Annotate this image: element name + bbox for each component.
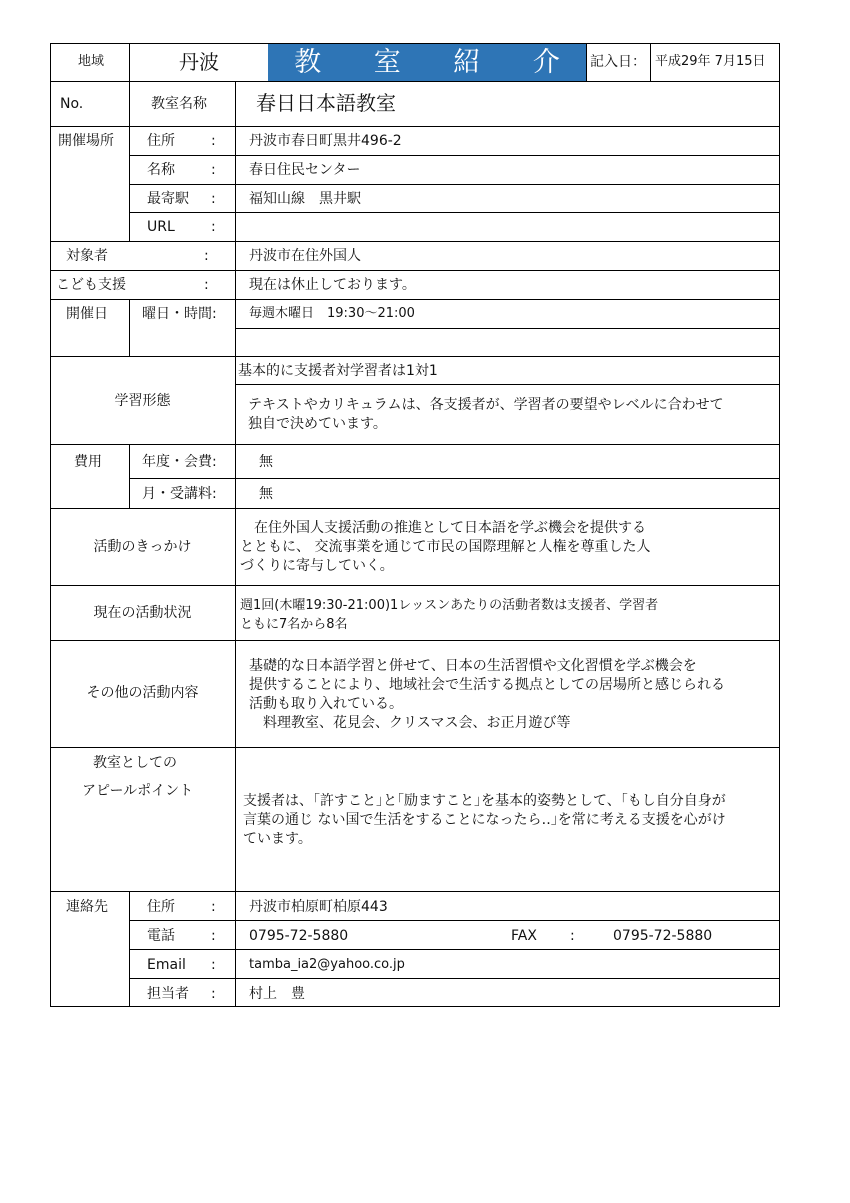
motivation-label: 活動のきっかけ <box>93 539 192 555</box>
border-line <box>129 478 780 479</box>
child-support-label: こども支援 <box>56 277 126 293</box>
fax-label: FAX <box>511 928 537 944</box>
colon: : <box>211 957 216 973</box>
region-label: 地域 <box>77 54 104 69</box>
contact-address-value: 丹波市柏原町柏原443 <box>249 899 388 915</box>
annual-fee-label: 年度・会費: <box>142 454 217 470</box>
venue-name-value: 春日住民センター <box>249 162 361 178</box>
border-line <box>50 241 780 242</box>
border-line <box>129 891 130 1006</box>
border-line <box>50 891 780 892</box>
annual-fee-value: 無 <box>259 454 273 470</box>
day-time-label: 曜日・時間: <box>142 306 217 322</box>
border-line <box>129 949 780 950</box>
border-line <box>129 444 130 508</box>
venue-address-label: 住所 <box>147 133 175 149</box>
entry-date-value: 平成29年 7月15日 <box>655 54 766 69</box>
monthly-fee-value: 無 <box>259 486 273 502</box>
email-label: Email <box>147 957 186 973</box>
colon: : <box>211 928 216 944</box>
classroom-name-value: 春日日本語教室 <box>256 91 396 115</box>
current-status-label: 現在の活動状況 <box>93 605 192 621</box>
monthly-fee-label: 月・受講料: <box>142 486 217 502</box>
venue-address-value: 丹波市春日町黒井496-2 <box>249 133 402 149</box>
nearest-station-label: 最寄駅 <box>147 191 189 207</box>
border-line <box>50 270 780 271</box>
border-line <box>129 184 780 185</box>
other-activities-label: その他の活動内容 <box>86 685 199 701</box>
border-line <box>129 978 780 979</box>
border-line <box>50 444 780 445</box>
nearest-station-value: 福知山線 黒井駅 <box>249 191 361 207</box>
learning-style-line1: 基本的に支援者対学習者は1対1 <box>238 363 438 379</box>
appeal-label-line1: 教室としての <box>93 755 177 771</box>
border-line <box>235 384 780 385</box>
border-line <box>50 508 780 509</box>
fax-value: 0795-72-5880 <box>613 928 713 944</box>
other-activities-text: 基礎的な日本語学習と併せて、日本の生活習慣や文化習慣を学ぶ機会を 提供することにより、地域社会で生活する拠点としての居場所と感じられる 活動も取り入れている。 料理教室、花見会、クリスマス会、お正月遊び等 <box>249 658 725 731</box>
border-line <box>586 43 587 81</box>
border-line <box>50 1006 780 1007</box>
border-line <box>129 155 780 156</box>
target-value: 丹波市在住外国人 <box>249 248 361 264</box>
colon: : <box>211 986 216 1002</box>
contact-person-label: 担当者 <box>147 986 189 1002</box>
colon: : <box>204 248 209 264</box>
border-line <box>129 920 780 921</box>
border-line <box>50 585 780 586</box>
colon: : <box>211 191 216 207</box>
colon: : <box>211 133 216 149</box>
entry-date-label: 記入日： <box>590 54 646 70</box>
colon: : <box>204 277 209 293</box>
venue-name-label: 名称 <box>147 162 175 178</box>
learning-style-line2: テキストやカリキュラムは、各支援者が、学習者の要望やレベルに合わせて 独自で決めています。 <box>248 397 724 432</box>
appeal-text: 支援者は、｢許すこと｣と｢励ますこと｣を基本的姿勢として、｢もし自分自身が 言葉の通じ ない国で生活をすることになったら‥｣を常に考える支援を心がけ ています。 <box>243 793 726 847</box>
current-status-text: 週1回(木曜19:30-21:00)1レッスンあたりの活動者数は支援者、学習者 ともに7名から8名 <box>240 598 659 632</box>
appeal-label-line2: アピールポイント <box>82 783 194 799</box>
phone-label: 電話 <box>147 928 175 944</box>
email-value: tamba_ia2@yahoo.co.jp <box>249 957 405 972</box>
region-value: 丹波 <box>179 50 219 74</box>
border-line <box>779 43 780 1006</box>
phone-value: 0795-72-5880 <box>249 928 349 944</box>
learning-style-label: 学習形態 <box>114 393 171 409</box>
colon: : <box>211 899 216 915</box>
url-label: URL <box>147 219 175 235</box>
venue-section-label: 開催場所 <box>58 133 114 149</box>
border-line <box>50 299 780 300</box>
colon: : <box>570 928 575 944</box>
border-line <box>650 43 651 81</box>
border-line <box>50 747 780 748</box>
border-line <box>50 43 51 1006</box>
border-line <box>50 126 780 127</box>
colon: : <box>211 162 216 178</box>
contact-section-label: 連絡先 <box>66 899 108 915</box>
border-line <box>235 356 236 1006</box>
border-line <box>235 81 236 356</box>
border-line <box>50 81 780 82</box>
border-line <box>129 212 780 213</box>
motivation-text: 在住外国人支援活動の推進として日本語を学ぶ機会を提供する とともに、 交流事業を通じて市民の国際理解と人権を尊重した人 づくりに寄与していく。 <box>240 520 651 574</box>
schedule-section-label: 開催日 <box>66 306 108 322</box>
contact-person-value: 村上 豊 <box>249 986 305 1002</box>
no-label: No. <box>60 96 84 112</box>
border-line <box>50 640 780 641</box>
border-line <box>129 299 130 356</box>
fees-section-label: 費用 <box>74 454 102 470</box>
classroom-name-label: 教室名称 <box>151 96 207 112</box>
target-label: 対象者 <box>66 248 108 264</box>
contact-address-label: 住所 <box>147 899 175 915</box>
border-line <box>50 356 780 357</box>
page-title: 教 室 紹 介 <box>268 44 586 81</box>
child-support-value: 現在は休止しております。 <box>249 277 416 293</box>
colon: : <box>211 219 216 235</box>
day-time-value: 毎週木曜日 19:30～21:00 <box>249 306 415 321</box>
border-line <box>235 328 780 329</box>
